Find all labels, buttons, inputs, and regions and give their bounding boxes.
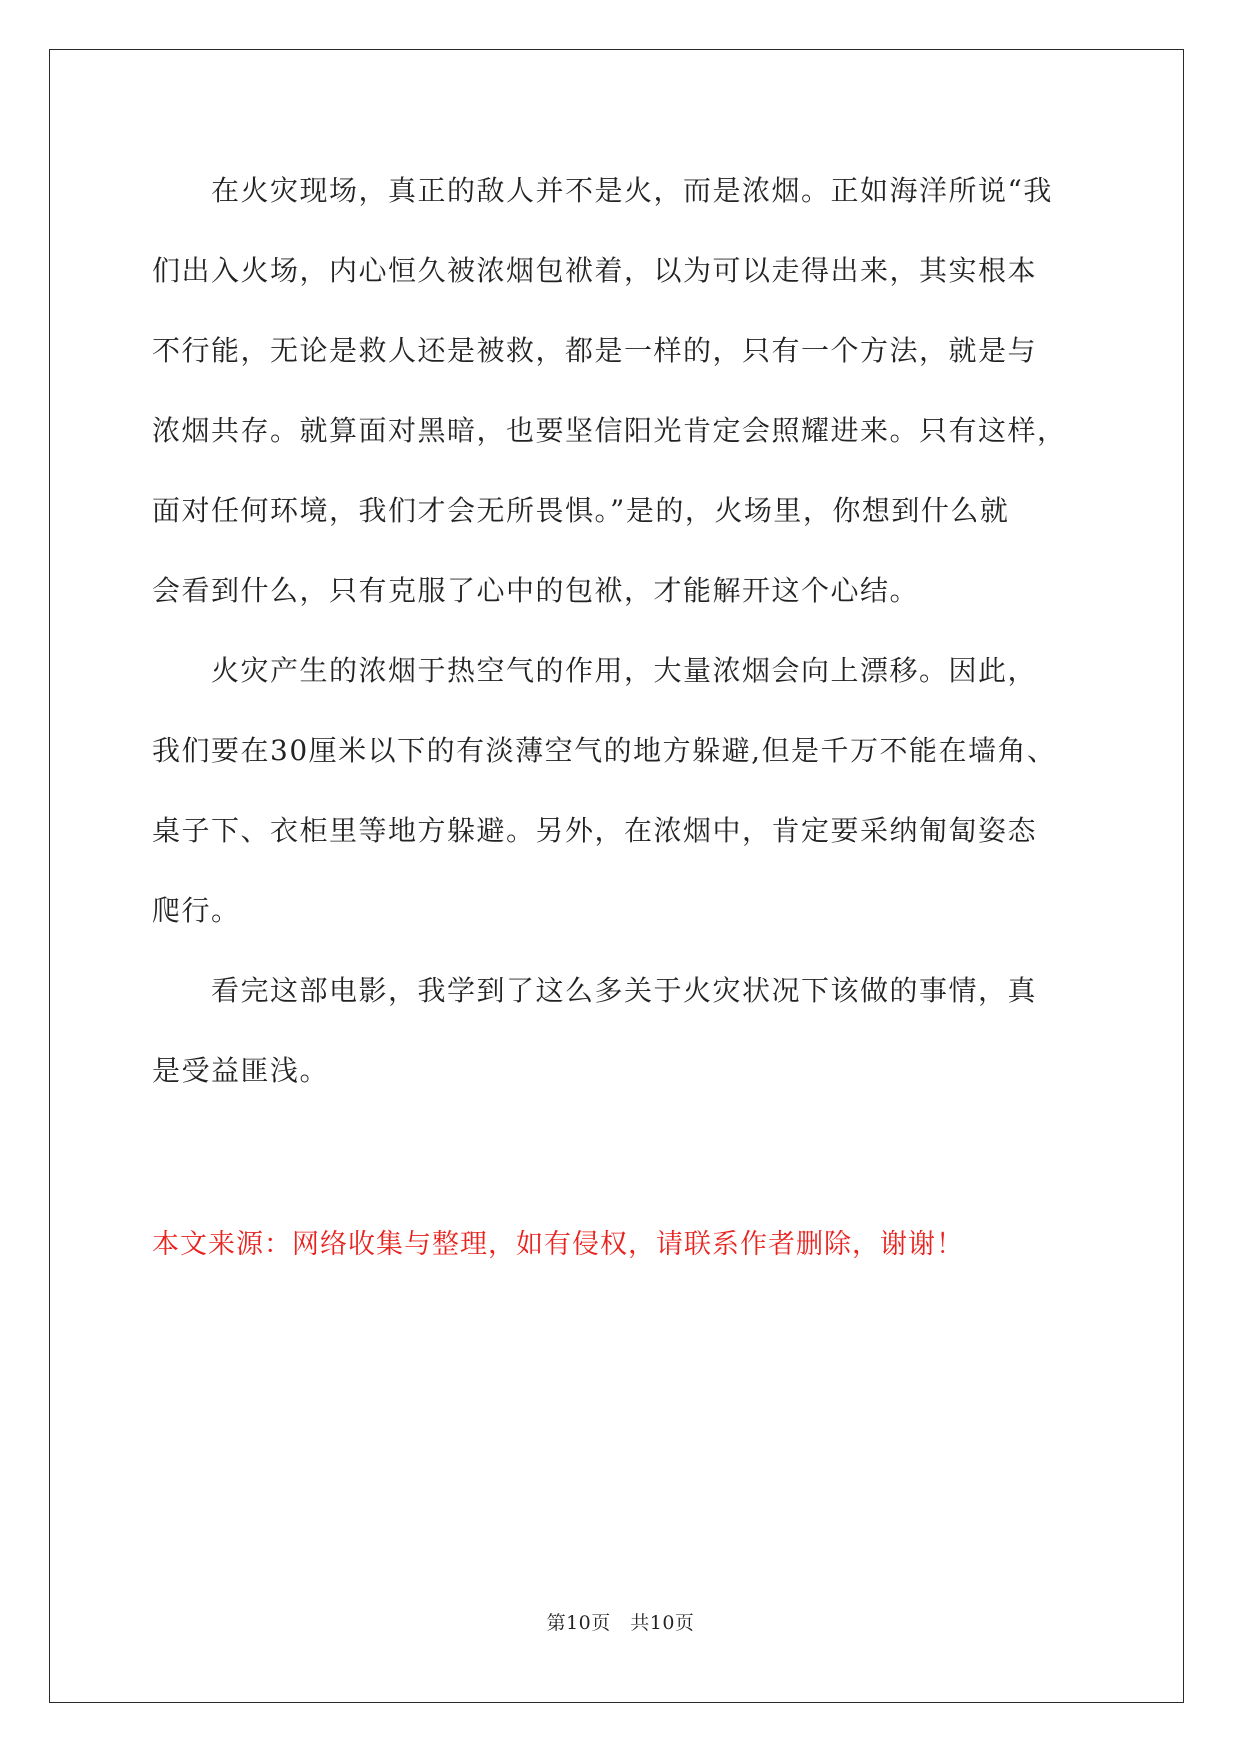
paragraph-line: 桌子下、衣柜里等地方躲避。另外，在浓烟中，肯定要采纳匍匐姿态	[152, 814, 1038, 847]
paragraph-line: 火灾产生的浓烟于热空气的作用，大量浓烟会向上漂移。因此，	[152, 654, 1038, 687]
source-attribution: 本文来源：网络收集与整理，如有侵权，请联系作者删除，谢谢！	[152, 1229, 964, 1260]
paragraph-line: 们出入火场，内心恒久被浓烟包袱着，以为可以走得出来，其实根本	[152, 254, 1038, 287]
paragraph-line: 爬行。	[152, 894, 241, 927]
paragraph-line: 是受益匪浅。	[152, 1054, 330, 1087]
paragraph-line: 会看到什么，只有克服了心中的包袱，才能解开这个心结。	[152, 574, 920, 607]
paragraph-line: 不行能，无论是救人还是被救，都是一样的，只有一个方法，就是与	[152, 334, 1038, 367]
paragraph-line: 我们要在30厘米以下的有淡薄空气的地方躲避,但是千万不能在墙角、	[152, 734, 1057, 767]
paragraph-line: 浓烟共存。就算面对黑暗，也要坚信阳光肯定会照耀进来。只有这样，	[152, 414, 1067, 447]
paragraph-line: 在火灾现场，真正的敌人并不是火，而是浓烟。正如海洋所说“我	[152, 174, 1053, 207]
page-number: 第10页 共10页	[546, 1612, 695, 1634]
page-border	[49, 49, 1184, 1703]
paragraph-line: 看完这部电影，我学到了这么多关于火灾状况下该做的事情，真	[152, 974, 1038, 1007]
paragraph-line: 面对任何环境，我们才会无所畏惧。”是的，火场里，你想到什么就	[152, 494, 1010, 527]
